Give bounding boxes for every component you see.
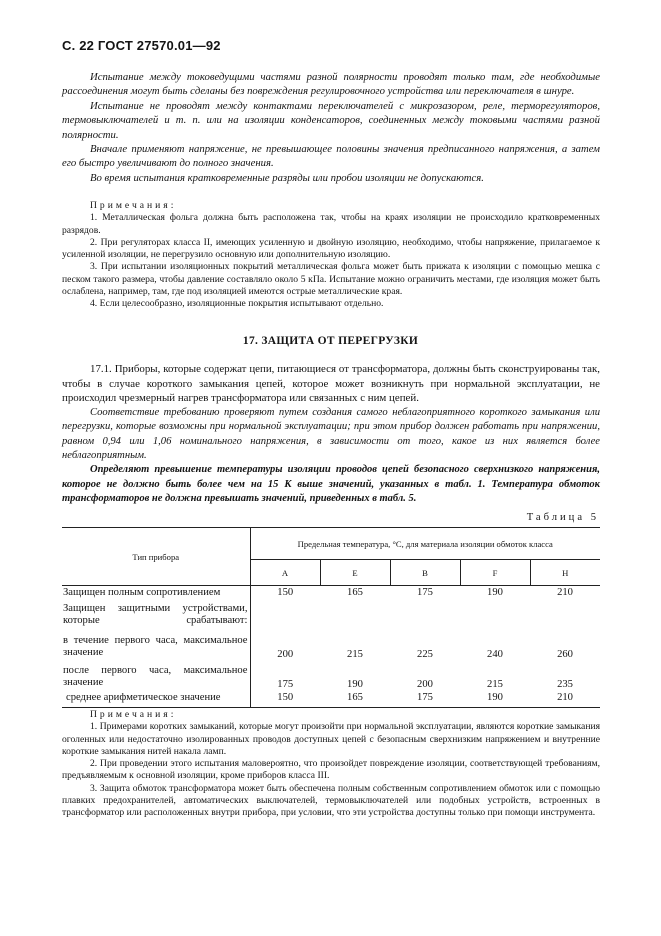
note-item: 3. Защита обмоток трансформатора может быть обеспечена полным собственным сопротивлением обмоток или с помощью плавких предохранителей, автоматических выключателей, термовыключателей или подобных устройств, встроенных в трансформатор или расположенных внутри прибора, при условии, что эти устройства доступны только при помощи инструмента. xyxy=(62,782,600,819)
note-item: 1. Примерами коротких замыканий, которые могут произойти при нормальной эксплуатации, являются короткие замыкания оголенных или недостаточно изолированных проводов доступных цепей с безопасным сверхнизким напряжением и внутренние короткие замыкания нитей накала ламп. xyxy=(62,721,600,757)
cell-value xyxy=(390,602,460,631)
notes-title: Примечания: xyxy=(90,200,177,211)
table-row xyxy=(62,631,600,661)
cell-value: 200 xyxy=(277,648,294,660)
cell-value: 210 xyxy=(530,691,600,708)
note-item: 2. При регуляторах класса II, имеющих усиленную и двойную изоляцию, необходимо, чтобы напряжение, прилагаемое к усиленной изоляции, не перегрузило основную или дополнительную изоляцию. xyxy=(62,236,600,261)
page-header: С. 22 ГОСТ 27570.01—92 xyxy=(62,38,221,53)
cell-value: 150 xyxy=(250,691,320,708)
row-label: в течение первого часа, максимальное значение xyxy=(62,631,250,661)
intro-paragraph: Во время испытания кратковременные разряды или пробои изоляции не допускаются. xyxy=(90,171,484,184)
row-label: среднее арифметическое значение xyxy=(62,691,250,708)
cell-value: 210 xyxy=(557,587,573,598)
section-paragraph: 17.1. Приборы, которые содержат цепи, питающиеся от трансформатора, должны быть сконструированы так, чтобы в случае короткого замыкания цепей, которое может возникнуть при нормальной эксплуатации, не происходил чрезмерный нагрев трансформатора или связанных с ним цепей. xyxy=(62,363,600,405)
cell-value: 200 xyxy=(417,678,433,690)
notes-block-1 xyxy=(62,200,600,311)
intro-block xyxy=(62,70,600,185)
table-caption: Таблица 5 xyxy=(526,512,599,523)
note-item: 3. При испытании изоляционных покрытий металлическая фольга может быть прижата к изоляции с помощью мешка с песком такого размера, чтобы давление составляло около 5 кПа. Испытание можно ограничить местами, где изоляция может быть ослаблена, например, там, где под изоляцией имеются острые металлические края. xyxy=(62,261,600,298)
section-paragraph-bold-italic: Определяют превышение температуры изоляции проводов цепей безопасного сверхнизкого напряжения, которое не должно быть более чем на 15 К выше значений, указанных в табл. 1. Температура обмоток трансформаторов не должна превышать значений, приведенных в табл. 5. xyxy=(62,464,600,504)
cell-value: 235 xyxy=(557,678,573,690)
cell-value: 260 xyxy=(557,648,573,660)
table-row xyxy=(62,586,600,602)
section-body xyxy=(62,362,600,506)
row-label: Защищен полным сопротивлением xyxy=(62,586,250,602)
note-item: 1. Металлическая фольга должна быть расположена так, чтобы на краях изоляции не происходило кратковременных разрядов. xyxy=(62,212,600,236)
notes-title: Примечания: xyxy=(90,709,177,720)
table-header-class: F xyxy=(460,560,530,586)
row-label: после первого часа, максимальное значение xyxy=(62,661,250,691)
table-header-class: E xyxy=(320,560,390,586)
cell-value xyxy=(530,602,600,631)
cell-value xyxy=(320,602,390,631)
table-row xyxy=(62,661,600,691)
intro-paragraph: Испытание между токоведущими частями разной полярности проводят только там, где необходимые рассоединения могут быть сделаны без повреждения регулировочного устройства или переключателя в шнуре. xyxy=(62,71,600,98)
cell-value: 175 xyxy=(277,678,294,690)
temperature-table xyxy=(62,527,600,708)
row-label: Защищен защитными устройствами, которые срабатывают: xyxy=(62,602,250,631)
cell-value: 150 xyxy=(277,587,294,598)
table-header-class: B xyxy=(390,560,460,586)
cell-value: 190 xyxy=(487,587,503,598)
cell-value: 165 xyxy=(320,691,390,708)
table-header-group: Предельная температура, °С, для материала изоляции обмоток класса xyxy=(250,528,600,560)
cell-value: 240 xyxy=(487,648,503,660)
intro-paragraph: Вначале применяют напряжение, не превышающее половины значения предписанного напряжения, а затем его быстро увеличивают до полного значения. xyxy=(62,143,600,170)
table-header-type: Тип прибора xyxy=(62,528,250,586)
note-item: 4. Если целесообразно, изоляционные покрытия испытывают отдельно. xyxy=(90,298,384,310)
section-paragraph-italic: Соответствие требованию проверяют путем создания самого неблагоприятного короткого замыкания или перегрузки, которые возможны при нормальной эксплуатации; при этом прибор должен работать при напряжении, равном 0,94 или 1,06 номинального напряжения, в зависимости от того, какое из них является более неблагоприятным. xyxy=(62,406,600,461)
cell-value xyxy=(250,602,320,631)
cell-value: 215 xyxy=(347,648,363,660)
note-item: 2. При проведении этого испытания маловероятно, что произойдет повреждение изоляции, соответствующей требованиям, предъявляемым к основной изоляции, кроме приборов класса III. xyxy=(62,758,600,782)
table-header-class: A xyxy=(250,560,320,586)
cell-value: 215 xyxy=(487,678,503,690)
table-row xyxy=(62,691,600,708)
cell-value: 175 xyxy=(417,587,433,598)
section-title: 17. ЗАЩИТА ОТ ПЕРЕГРУЗКИ xyxy=(242,335,419,347)
table-header-class: H xyxy=(530,560,600,586)
table-row xyxy=(62,602,600,631)
intro-paragraph: Испытание не проводят между контактами переключателей с микрозазором, реле, терморегуляторов, термовыключателей и т. п. или на изоляции конденсаторов, соединенных между токовыми частями разной полярности. xyxy=(62,99,600,141)
cell-value xyxy=(460,602,530,631)
cell-value: 165 xyxy=(347,587,363,598)
cell-value: 190 xyxy=(460,691,530,708)
cell-value: 175 xyxy=(390,691,460,708)
cell-value: 225 xyxy=(417,648,433,660)
cell-value: 190 xyxy=(347,678,363,690)
notes-block-2 xyxy=(62,709,600,820)
